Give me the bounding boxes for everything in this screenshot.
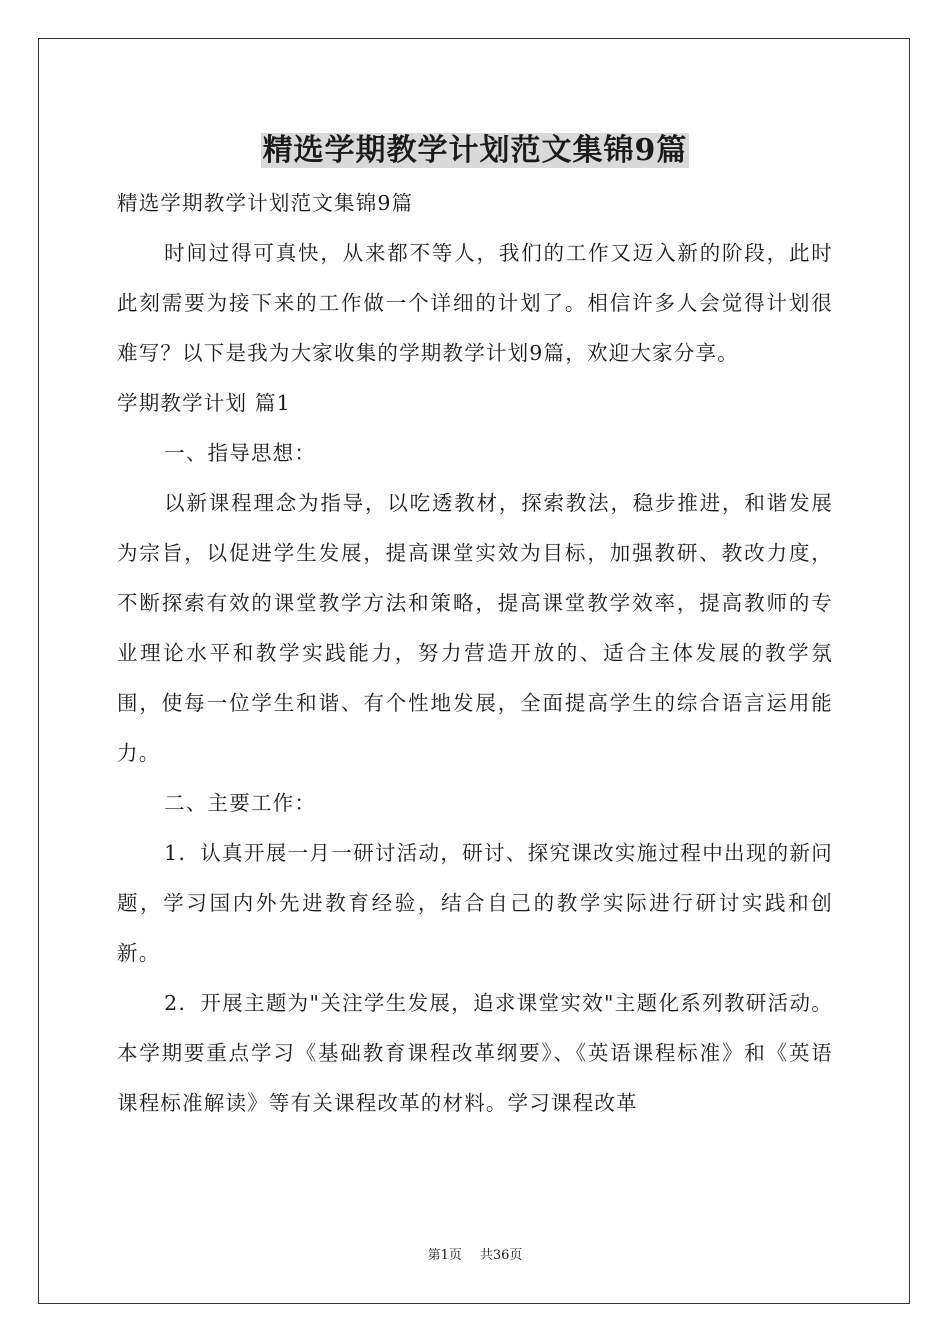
paragraph-subtitle: 精选学期教学计划范文集锦9篇 (117, 191, 414, 215)
subheading-guiding-ideas: 一、指导思想： (164, 441, 317, 465)
paragraph-item-2: 2．开展主题为"关注学生发展，追求课堂实效"主题化系列教研活动。本学期要重点学习《基础教育课程改革纲要》、《英语课程标准》和《英语课程标准解读》等有关课程改革的材料。学习课程改革 (117, 991, 833, 1115)
paragraph-guiding-ideas: 以新课程理念为指导，以吃透教材，探索教法，稳步推进，和谐发展为宗旨，以促进学生发展，提高课堂实效为目标，加强教研、教改力度，不断探索有效的课堂教学方法和策略，提高课堂教学效率，提高教师的专业理论水平和教学实践能力，努力营造开放的、适合主体发展的教学氛围，使每一位学生和谐、有个性地发展，全面提高学生的综合语言运用能力。 (117, 491, 833, 765)
section-heading: 学期教学计划 篇1 (117, 391, 291, 415)
document-title-text: 精选学期教学计划范文集锦9篇 (262, 133, 688, 168)
paragraph-intro: 时间过得可真快，从来都不等人，我们的工作又迈入新的阶段，此时此刻需要为接下来的工作做一个详细的计划了。相信许多人会觉得计划很难写？以下是我为大家收集的学期教学计划9篇，欢迎大家分享。 (117, 241, 833, 365)
subheading-main-work: 二、主要工作： (164, 791, 317, 815)
paragraph-item-1: 1．认真开展一月一研讨活动，研讨、探究课改实施过程中出现的新问题，学习国内外先进教育经验，结合自己的教学实际进行研讨实践和创新。 (117, 841, 833, 965)
page-footer (0, 1246, 950, 1266)
page-total: 共36页 (479, 1248, 523, 1263)
document-body (117, 178, 833, 1128)
page-number: 第1页 (427, 1248, 462, 1263)
document-title (0, 126, 950, 176)
